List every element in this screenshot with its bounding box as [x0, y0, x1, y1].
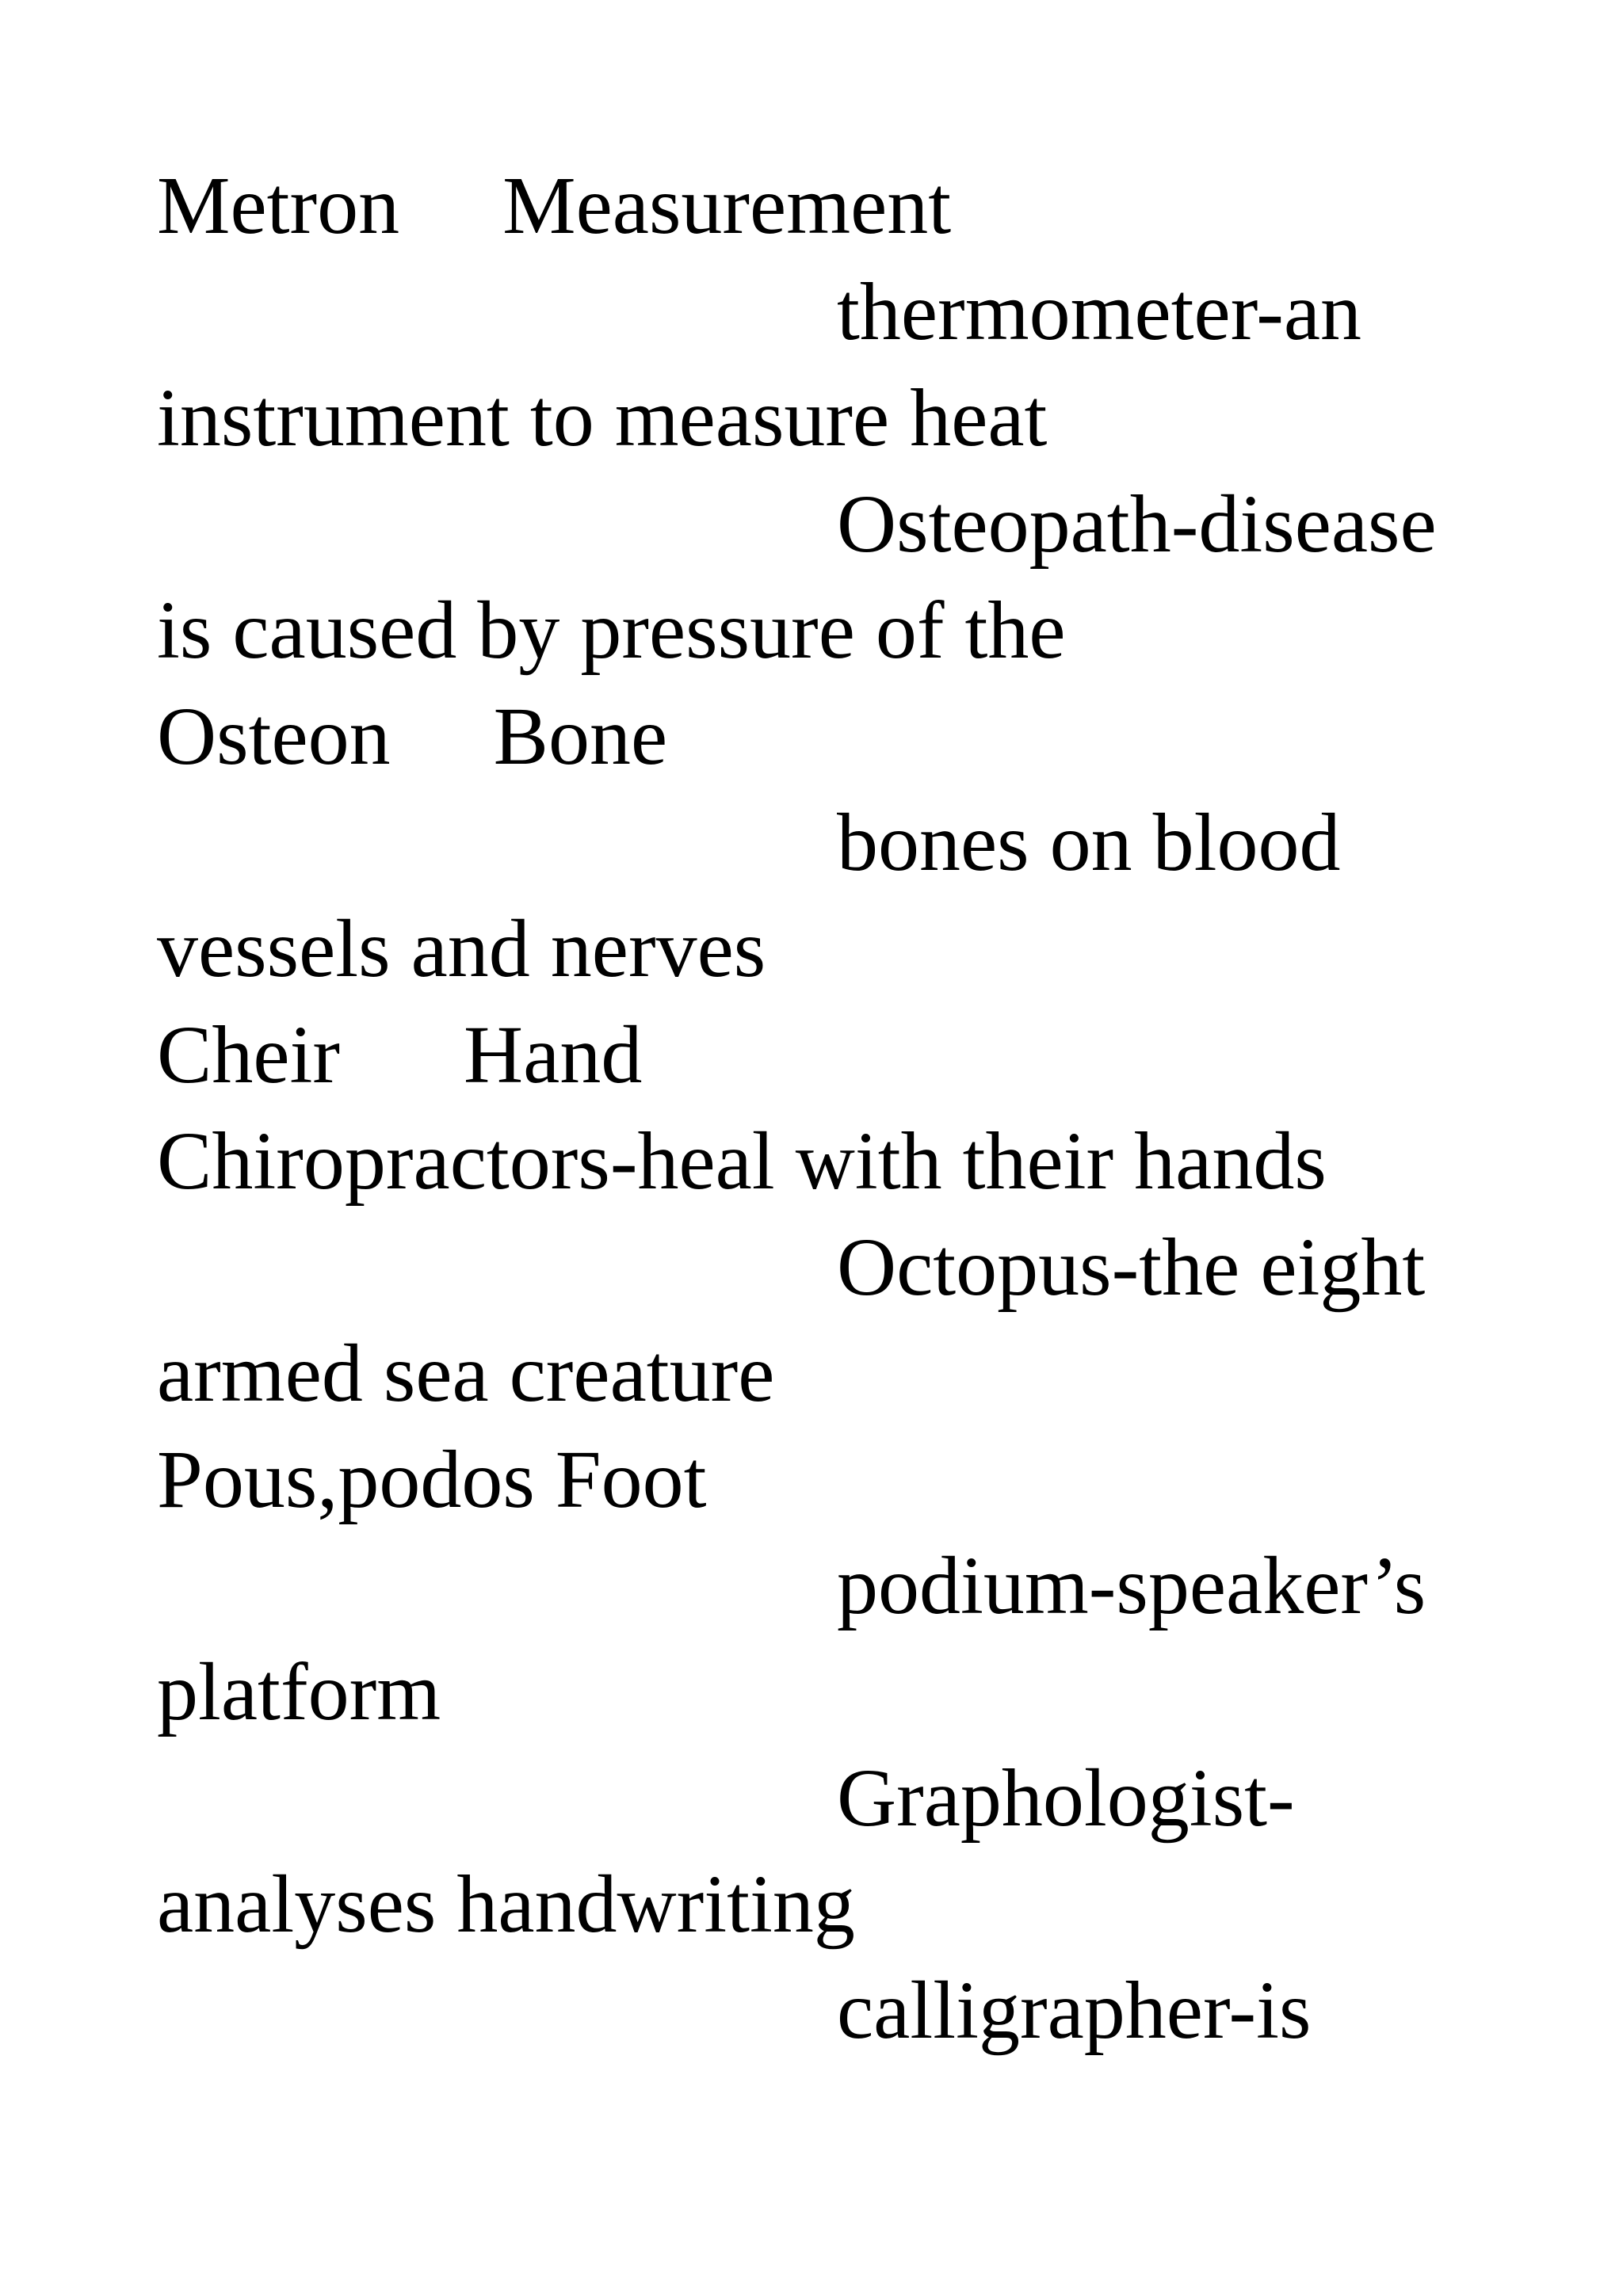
- text-line-11: Octopus-the eight: [837, 1222, 1426, 1313]
- text-line-14: podium-speaker’s: [837, 1540, 1426, 1631]
- text-line-2: thermometer-an: [837, 266, 1362, 357]
- text-line-13: Pous,podos Foot: [157, 1434, 707, 1525]
- text-line-8: vessels and nerves: [157, 903, 766, 994]
- text-line-15: platform: [157, 1646, 441, 1737]
- text-line-4: Osteopath-disease: [837, 479, 1437, 570]
- text-line-10: Chiropractors-heal with their hands: [157, 1116, 1327, 1207]
- text-line-17: analyses handwriting: [157, 1859, 855, 1950]
- text-line-18: calligrapher-is: [837, 1965, 1312, 2056]
- text-line-7: bones on blood: [837, 797, 1341, 888]
- text-line-3: instrument to measure heat: [157, 372, 1048, 463]
- text-line-12: armed sea creature: [157, 1328, 775, 1419]
- text-line-9: Cheir Hand: [157, 1009, 643, 1100]
- text-line-1: Metron Measurement: [157, 160, 952, 251]
- text-line-6: Osteon Bone: [157, 691, 668, 782]
- text-line-16: Graphologist-: [837, 1753, 1295, 1844]
- text-line-5: is caused by pressure of the: [157, 585, 1066, 676]
